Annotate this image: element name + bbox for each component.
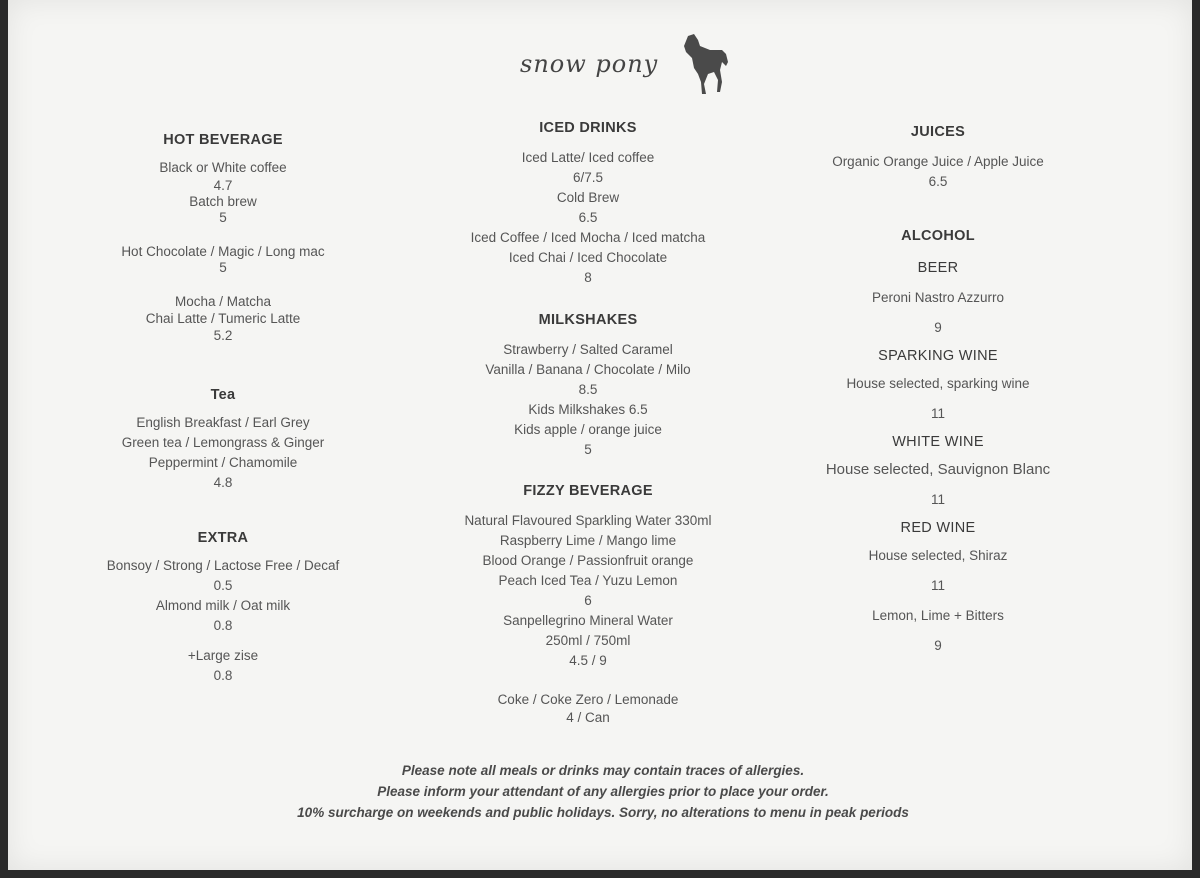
menu-item: Peroni Nastro Azzurro bbox=[871, 290, 1005, 305]
subsection-title: RED WINE bbox=[900, 520, 976, 536]
menu-item: Peppermint / Chamomile bbox=[148, 455, 298, 470]
menu-item: Peach Iced Tea / Yuzu Lemon bbox=[498, 573, 678, 588]
menu-price: 6/7.5 bbox=[572, 170, 604, 185]
menu-price: 11 bbox=[930, 406, 945, 421]
menu-price: 6.5 bbox=[928, 174, 948, 189]
menu-item: 250ml / 750ml bbox=[545, 633, 631, 648]
menu-price: 8 bbox=[584, 270, 592, 285]
extra-section bbox=[78, 528, 368, 686]
alcohol-section bbox=[788, 226, 1088, 656]
menu-price: 4.5 / 9 bbox=[569, 653, 607, 668]
menu-price: 11 bbox=[930, 578, 945, 593]
menu-price: 5 bbox=[219, 260, 227, 275]
fizzy-beverage-section bbox=[438, 481, 738, 727]
menu-item: Raspberry Lime / Mango lime bbox=[499, 533, 677, 548]
logo bbox=[520, 32, 740, 102]
iced-drinks-section bbox=[438, 118, 738, 288]
menu-item: Natural Flavoured Sparkling Water 330ml bbox=[464, 513, 712, 528]
menu-item: Bonsoy / Strong / Lactose Free / Decaf bbox=[106, 558, 340, 573]
menu-price: 6 bbox=[584, 593, 592, 608]
section-title: HOT BEVERAGE bbox=[163, 132, 283, 148]
section-title: MILKSHAKES bbox=[538, 312, 638, 328]
logo-text: snow pony bbox=[520, 50, 659, 78]
menu-item: Iced Latte/ Iced coffee bbox=[521, 150, 655, 165]
subsection-title: SPARKING WINE bbox=[878, 348, 998, 364]
menu-price: 5 bbox=[219, 210, 227, 225]
section-title: ICED DRINKS bbox=[539, 120, 637, 136]
menu-item: Iced Coffee / Iced Mocha / Iced matcha bbox=[470, 230, 706, 245]
menu-price: 4.7 bbox=[213, 178, 233, 193]
menu-item: Chai Latte / Tumeric Latte bbox=[145, 311, 301, 326]
allergy-notice bbox=[168, 760, 1038, 823]
menu-item: Green tea / Lemongrass & Ginger bbox=[121, 435, 325, 450]
menu-item: Cold Brew bbox=[556, 190, 620, 205]
hot-beverage-section bbox=[78, 130, 368, 344]
menu-item: Blood Orange / Passionfruit orange bbox=[482, 553, 694, 568]
menu-price: 4.8 bbox=[213, 475, 233, 490]
menu-price: 9 bbox=[934, 320, 942, 335]
menu-item: Vanilla / Banana / Chocolate / Milo bbox=[485, 362, 691, 377]
menu-price: 5 bbox=[584, 442, 592, 457]
menu-price: 5.2 bbox=[213, 328, 233, 343]
juices-section bbox=[788, 122, 1088, 192]
footer-line: Please note all meals or drinks may contain traces of allergies. bbox=[401, 763, 805, 778]
menu-item: Kids Milkshakes 6.5 bbox=[528, 402, 648, 417]
section-title: EXTRA bbox=[197, 530, 249, 546]
menu-price: 0.8 bbox=[213, 618, 233, 633]
menu-item: Black or White coffee bbox=[159, 160, 287, 175]
menu-item: Batch brew bbox=[189, 194, 257, 209]
menu-item: Almond milk / Oat milk bbox=[155, 598, 291, 613]
menu-item: Iced Chai / Iced Chocolate bbox=[508, 250, 668, 265]
menu-item: House selected, sparking wine bbox=[846, 376, 1030, 391]
section-title: ALCOHOL bbox=[901, 228, 975, 244]
horse-icon bbox=[680, 32, 730, 98]
milkshakes-section bbox=[438, 310, 738, 460]
menu-item: +Large zise bbox=[187, 648, 259, 663]
menu-price: 6.5 bbox=[578, 210, 598, 225]
menu-item: Hot Chocolate / Magic / Long mac bbox=[121, 244, 325, 259]
menu-item: Coke / Coke Zero / Lemonade bbox=[497, 692, 679, 707]
menu-item: Kids apple / orange juice bbox=[514, 422, 662, 437]
tea-section bbox=[78, 385, 368, 493]
menu-price: 9 bbox=[934, 638, 942, 653]
menu-item: English Breakfast / Earl Grey bbox=[136, 415, 310, 430]
menu-item: Organic Orange Juice / Apple Juice bbox=[832, 154, 1044, 169]
menu-price: 0.5 bbox=[213, 578, 233, 593]
menu-price: 4 / Can bbox=[566, 710, 610, 725]
footer-line: Please inform your attendant of any allergies prior to place your order. bbox=[377, 784, 829, 799]
menu-price: 8.5 bbox=[578, 382, 598, 397]
section-title: FIZZY BEVERAGE bbox=[523, 483, 653, 499]
footer-line: 10% surcharge on weekends and public holidays. Sorry, no alterations to menu in peak periods bbox=[297, 805, 909, 820]
section-title: Tea bbox=[210, 387, 236, 403]
subsection-title: WHITE WINE bbox=[892, 434, 984, 450]
menu-item: Strawberry / Salted Caramel bbox=[503, 342, 673, 357]
menu-item: Lemon, Lime + Bitters bbox=[872, 608, 1004, 623]
menu-item: House selected, Shiraz bbox=[868, 548, 1008, 563]
menu-sheet bbox=[8, 0, 1192, 870]
menu-price: 0.8 bbox=[213, 668, 233, 683]
menu-item: Sanpellegrino Mineral Water bbox=[503, 613, 673, 628]
menu-item: Mocha / Matcha bbox=[174, 294, 272, 309]
section-title: JUICES bbox=[910, 124, 966, 140]
subsection-title: BEER bbox=[917, 260, 959, 276]
menu-item: House selected, Sauvignon Blanc bbox=[825, 461, 1051, 478]
menu-price: 11 bbox=[930, 492, 945, 507]
